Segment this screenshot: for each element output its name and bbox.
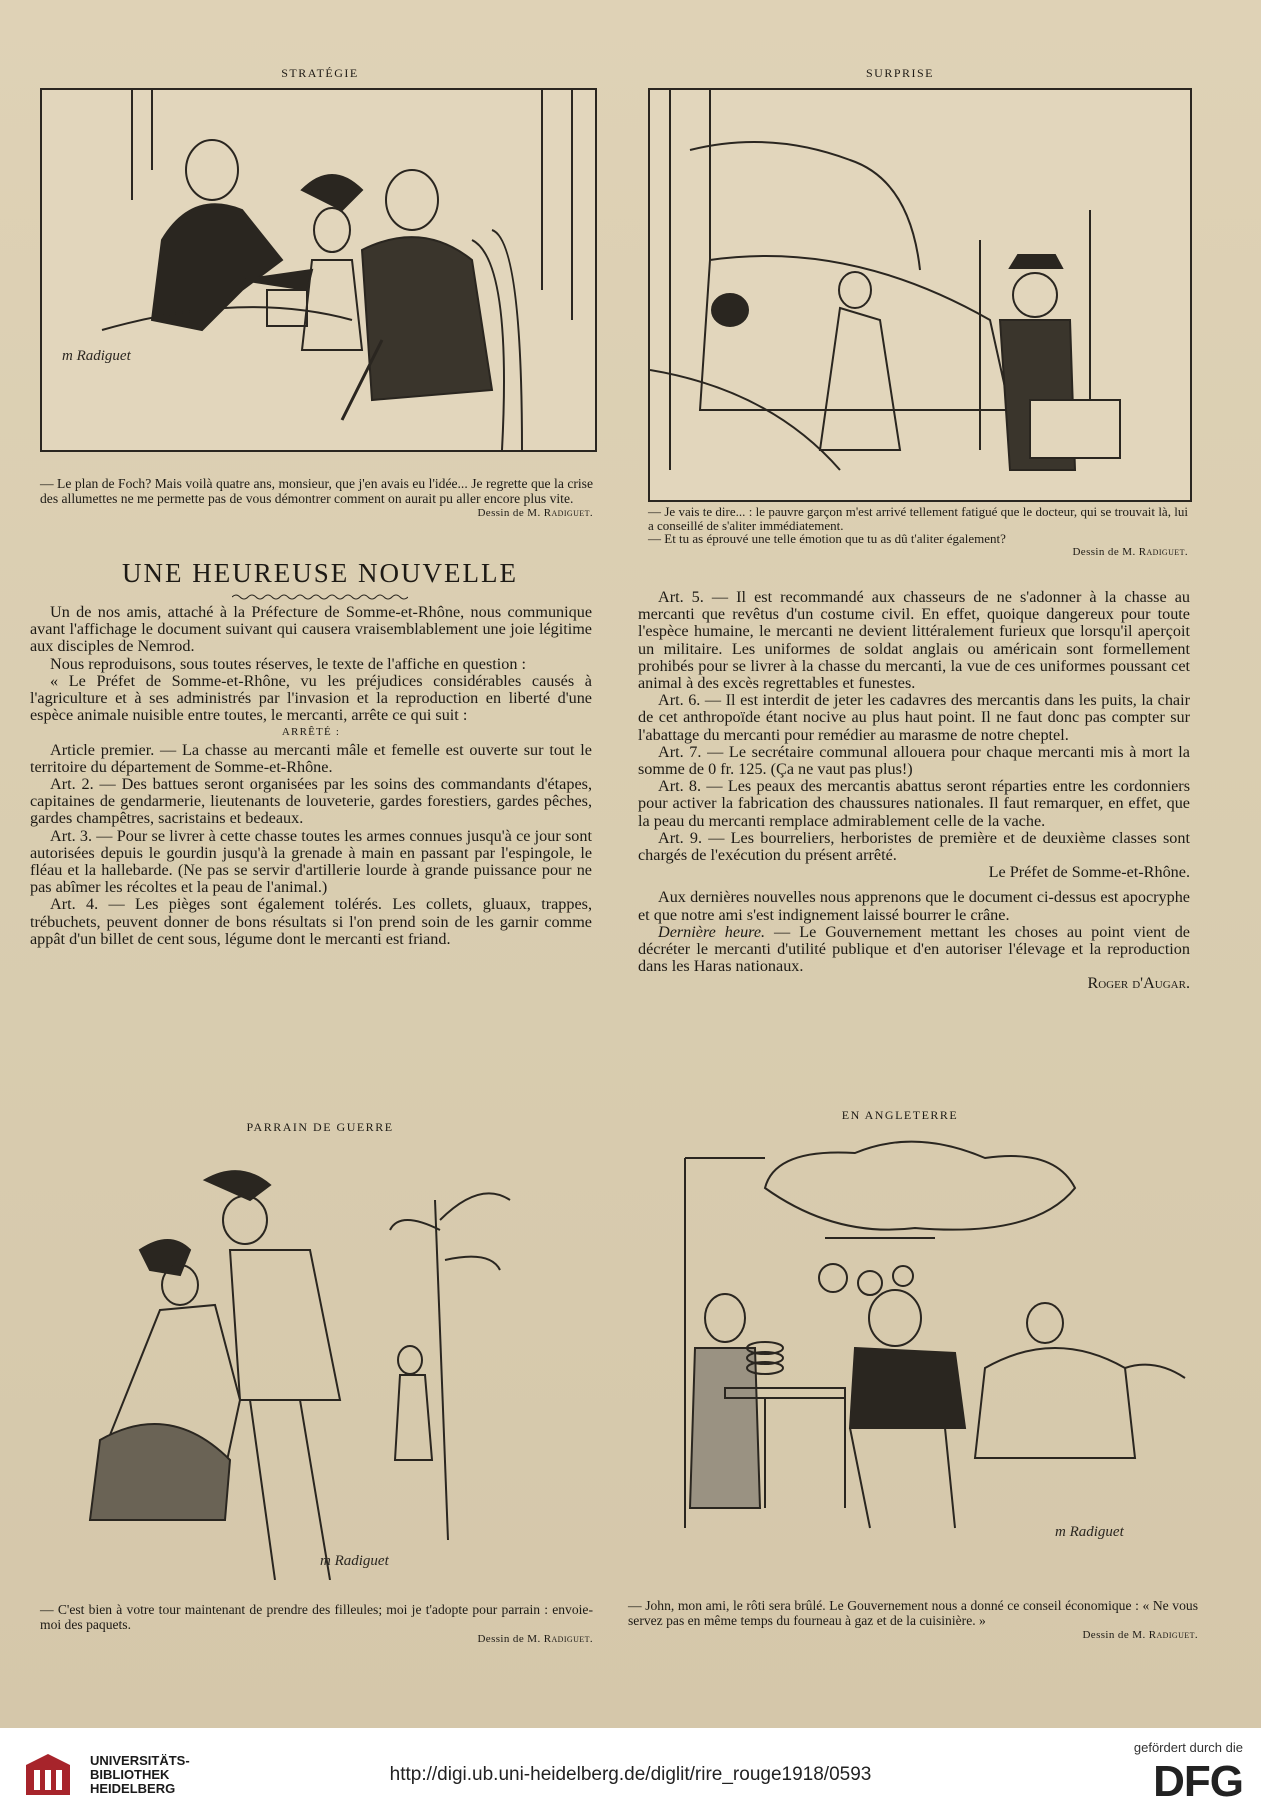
institution-line: BIBLIOTHEK bbox=[90, 1767, 170, 1782]
digitization-footer bbox=[0, 1728, 1261, 1815]
caption-angleterre-text: — John, mon ami, le rôti sera brûlé. Le Gouvernement nous a donné ce conseil économique : « Ne vous servez pas en même temps du fourneau à gaz et de la cuisinière. » bbox=[628, 1598, 1198, 1628]
prefet-signature: Le Préfet de Somme-et-Rhône. bbox=[988, 863, 1190, 882]
article-paragraph: Art. 8. — Les peaux des mercantis abattus seront réparties entre les cordonniers pour activer la fabrication des chaussures nationales. Il faut remarquer, en effet, que la peau du mercanti remplace admirablement celle de la vache. bbox=[638, 777, 1190, 830]
article-paragraph: Art. 4. — Les pièges sont également tolérés. Les collets, gluaux, trappes, trébuchets, peuvent donner de bons résultats si l'on prend soin de les garnir comme appât d'un billet de cent sous, légume dont le mercanti est friand. bbox=[30, 895, 592, 948]
cartoon-title-parrain: PARRAIN DE GUERRE bbox=[246, 1120, 394, 1134]
credit-name: Radiguet. bbox=[1148, 1629, 1198, 1641]
caption-angleterre bbox=[628, 1598, 1198, 1643]
article-left-column bbox=[30, 604, 592, 948]
signature-parrain: m Radiguet bbox=[320, 1553, 389, 1569]
article-paragraph: Un de nos amis, attaché à la Préfecture de Somme-et-Rhône, nous communique avant l'affichage le document suivant qui causera vraisemblablement une joie légitime aux disciples de Nemrod. bbox=[30, 603, 592, 656]
article-paragraph: Art. 6. — Il est interdit de jeter les cadavres des mercantis dans les puits, la chair de cet anthropoïde étant nocive au plus haut point. Il ne faut donc pas compter sur l'abattage du mercanti pour remédier au marasme de notre cheptel. bbox=[638, 691, 1190, 744]
derniere-heure-text: — Le Gouvernement mettant les choses au point vient de décréter le mercanti d'utilité publique et d'en autoriser l'élevage et la reproduction dans les Haras nationaux. bbox=[638, 922, 1190, 976]
cartoon-surprise-illustration bbox=[648, 88, 1192, 502]
caption-surprise-text-1: — Je vais te dire... : le pauvre garçon m'est arrivé tellement fatigué que le docteur, qui se trouvait là, lui a conseillé de s'aliter immédiatement. bbox=[648, 504, 1188, 533]
credit-prefix: Dessin de M. bbox=[477, 507, 541, 519]
article-paragraph bbox=[638, 924, 1190, 976]
cartoon-title-strategie: STRATÉGIE bbox=[281, 66, 359, 80]
caption-strategie-text: — Le plan de Foch? Mais voilà quatre ans, monsieur, que j'en avais eu l'idée... Je regrette que la crise des allumettes ne me permette pas de vous démontrer comment on aurait pu aller encore plus vite. bbox=[40, 476, 593, 506]
cartoon-parrain-illustration bbox=[40, 1140, 593, 1580]
document-url-link[interactable]: http://digi.ub.uni-heidelberg.de/diglit/rire_rouge1918/0593 bbox=[389, 1764, 872, 1785]
article-paragraph: Art. 5. — Il est recommandé aux chasseurs de ne s'adonner à la chasse au mercanti que revêtus d'un costume civil. En effet, quoique dangereux pour toute l'espèce humaine, le mercanti ne devient littéralement furieux que lorsqu'il aperçoit un militaire. Les uniformes de soldat anglais ou américain sont formellement prohibés pour se livrer à la chasse du mercanti, la vue de ces uniformes poussant cet animal à des excès regrettables et funestes. bbox=[638, 588, 1190, 693]
institution-line: HEIDELBERG bbox=[90, 1781, 176, 1796]
article-right-column bbox=[638, 589, 1190, 993]
article-paragraph: Aux dernières nouvelles nous apprenons que le document ci-dessus est apocryphe et que notre ami s'est indignement laissé bourrer le crâne. bbox=[638, 888, 1190, 924]
cartoon-title-surprise: SURPRISE bbox=[865, 66, 935, 80]
dfg-logo: DFG bbox=[1153, 1757, 1243, 1806]
cartoon-angleterre-illustration bbox=[655, 1128, 1195, 1568]
article-paragraph: Art. 3. — Pour se livrer à cette chasse toutes les armes connues jusqu'à ce jour sont autorisées depuis le gourdin jusqu'à la grenade à main en passant par l'espingole, le fléau et la hallebarde. (Ne pas se servir d'artillerie lourde à grande puissance pour ne pas abîmer les récoltes et la peau de l'animal.) bbox=[30, 826, 592, 897]
derniere-heure-label: Dernière heure. bbox=[658, 922, 766, 941]
credit-prefix: Dessin de M. bbox=[1072, 545, 1136, 558]
arrete-heading: ARRÊTÉ : bbox=[281, 726, 341, 739]
article-paragraph: Art. 2. — Des battues seront organisées par les soins des commandants d'étapes, capitaines de gendarmerie, lieutenants de louveterie, gardes forestiers, gardes pêches, gardes champêtres, sacristains et bedeaux. bbox=[30, 775, 592, 828]
article-paragraph: Art. 9. — Les bourreliers, herboristes de première et de deuxième classes sont chargés de l'exécution du présent arrêté. bbox=[638, 828, 1190, 865]
cartoon-strategie-illustration bbox=[40, 88, 597, 452]
credit-surprise bbox=[648, 546, 1188, 560]
signature-angleterre: m Radiguet bbox=[1055, 1524, 1124, 1540]
article-headline: UNE HEUREUSE NOUVELLE bbox=[122, 558, 518, 588]
credit-name: Radiguet. bbox=[1138, 545, 1188, 558]
caption-surprise-text-2: — Et tu as éprouvé une telle émotion que tu as dû t'aliter également? bbox=[648, 531, 1006, 546]
caption-parrain-text: — C'est bien à votre tour maintenant de prendre des filleules; moi je t'adopte pour parrain : envoie-moi des paquets. bbox=[40, 1602, 593, 1632]
credit-parrain bbox=[40, 1632, 593, 1647]
caption-strategie bbox=[40, 476, 593, 521]
article-paragraph: « Le Préfet de Somme-et-Rhône, vu les préjudices considérables causés à l'agriculture et à ses administrés par l'invasion et la reproduction en liberté d'une espèce animale nuisible entre toutes, le mercanti, arrête ce qui suit : bbox=[30, 671, 592, 725]
cartoon-title-angleterre: EN ANGLETERRE bbox=[841, 1108, 959, 1122]
article-paragraph: Art. 7. — Le secrétaire communal allouera pour chaque mercanti mis à mort la somme de 0 fr. 125. (Ça ne vaut pas plus!) bbox=[638, 742, 1190, 779]
credit-strategie bbox=[40, 506, 593, 521]
article-paragraph: Article premier. — La chasse au mercanti mâle et femelle est ouverte sur tout le territoire du département de Somme-et-Rhône. bbox=[30, 740, 592, 776]
credit-name: Radiguet. bbox=[543, 507, 593, 519]
credit-prefix: Dessin de M. bbox=[477, 1633, 541, 1645]
article-author: Roger d'Augar. bbox=[1087, 974, 1190, 993]
caption-parrain bbox=[40, 1602, 593, 1647]
credit-prefix: Dessin de M. bbox=[1082, 1629, 1146, 1641]
article-paragraph: Nous reproduisons, sous toutes réserves, le texte de l'affiche en question : bbox=[50, 654, 526, 673]
caption-surprise bbox=[648, 505, 1188, 559]
headline-ornament bbox=[232, 593, 408, 601]
credit-name: Radiguet. bbox=[543, 1633, 593, 1645]
institution-line: UNIVERSITÄTS- bbox=[90, 1753, 190, 1768]
funding-note: gefördert durch die bbox=[1133, 1740, 1243, 1755]
signature-strategie: m Radiguet bbox=[62, 348, 131, 364]
credit-angleterre bbox=[628, 1628, 1198, 1643]
